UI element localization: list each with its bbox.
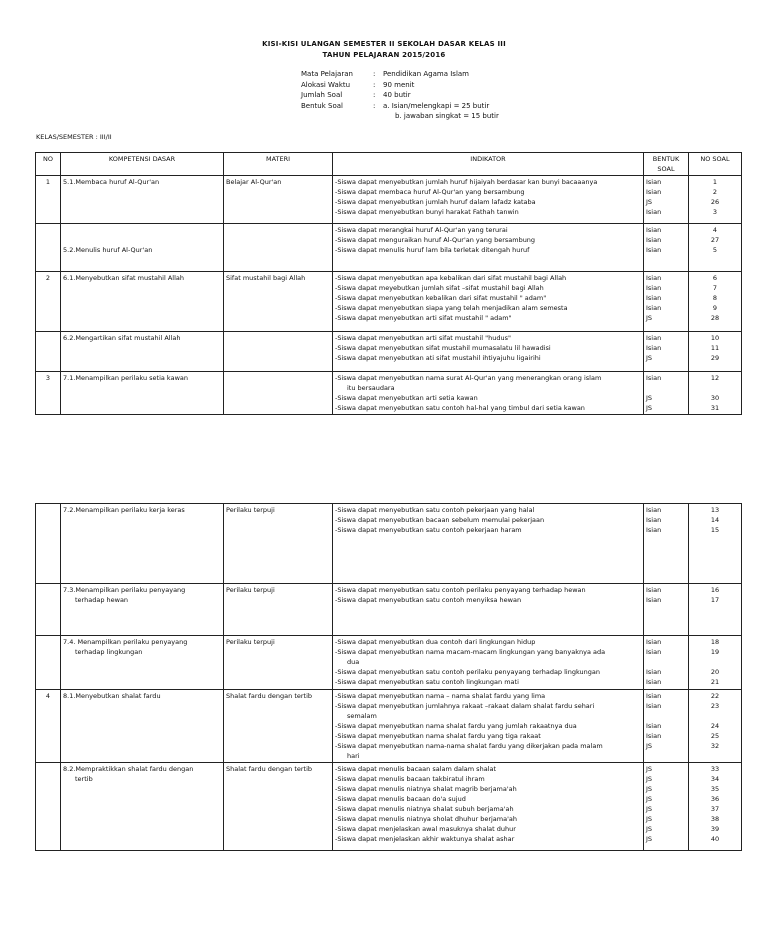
cell-kompetensi [61,636,224,690]
bentuk-soal-value: Isian [646,284,662,292]
no-soal-value: 12 [710,374,720,382]
cell-materi [224,332,333,372]
cell-bentuk-soal [644,372,689,415]
bentuk-soal-value: JS [646,314,653,322]
cell-bentuk-soal [644,636,689,690]
bentuk-soal-value: JS [646,805,653,813]
info-colon: : [373,70,376,78]
cell-no: 2 [36,272,61,332]
no-soal-value: 36 [710,795,720,803]
no-soal-value [691,751,739,761]
bentuk-soal-value: Isian [646,526,662,534]
cell-kompetensi [61,272,224,332]
table-row [36,690,742,763]
no-soal-value: 21 [710,678,720,686]
no-soal-value: 28 [710,314,720,322]
indikator-line: -Siswa dapat menyebutkan bacaan sebelum memulai pekerjaan [335,516,545,524]
cell-materi: Perilaku terpuji [224,636,333,690]
kompetensi-line: 7.1.Menampilkan perilaku setia kawan [63,374,188,382]
cell-kompetensi [61,763,224,851]
col-bentuk-soal: BENTUK SOAL [644,153,689,176]
cell-no: 3 [36,372,61,415]
cell-bentuk-soal [644,584,689,636]
cell-bentuk-soal [644,504,689,584]
cell-no-soal [689,504,742,584]
col-no: NO [36,153,61,176]
indikator-line: dua [347,658,360,666]
table-row [36,176,742,224]
indikator-line: -Siswa dapat menyebutkan ati sifat mustahil ihtiyajuhu ligairihi [335,354,541,362]
indikator-line: -Siswa dapat menulis niatnya shalat magrib berjama'ah [335,785,517,793]
no-soal-value: 29 [710,354,720,362]
info-value: 40 butir [383,91,411,99]
cell-indikator [333,763,644,851]
indikator-line: -Siswa dapat menyebutkan nama-nama shalat fardu yang dikerjakan pada malam [335,742,603,750]
bentuk-soal-value: Isian [646,702,662,710]
cell-no [36,224,61,272]
bentuk-soal-value: Isian [646,334,662,342]
cell-no [36,763,61,851]
no-soal-value: 4 [712,226,718,234]
bentuk-soal-value: Isian [646,344,662,352]
no-soal-value: 35 [710,785,720,793]
info-key: Bentuk Soal [301,101,343,110]
no-soal-value: 3 [712,208,718,216]
no-soal-value: 31 [710,404,720,412]
cell-kompetensi [61,372,224,415]
indikator-line: -Siswa dapat menyebutkan satu contoh perilaku penyayang terhadap hewan [335,586,586,594]
cell-kompetensi [61,584,224,636]
no-soal-value [691,711,739,721]
bentuk-soal-value: Isian [646,178,662,186]
indikator-line: -Siswa dapat meyebutkan jumlah sifat –sifat mustahil bagi Allah [335,284,544,292]
indikator-line: -Siswa dapat menyebutkan arti sifat mustahil "hudus" [335,334,511,342]
no-soal-value: 9 [712,304,718,312]
indikator-line: -Siswa dapat menyebutkan sifat mustahil mumasalatu lil hawadisi [335,344,551,352]
bentuk-soal-value: Isian [646,374,662,382]
bentuk-soal-value: JS [646,795,653,803]
indikator-line: -Siswa dapat menulis bacaan salam dalam shalat [335,765,497,773]
no-soal-value [691,383,739,393]
no-soal-value: 33 [710,765,720,773]
kompetensi-line: 5.1.Membaca huruf Al-Qur'an [63,178,160,186]
document-title: KISI-KISI ULANGAN SEMESTER II SEKOLAH DASAR KELAS III [262,40,506,48]
bentuk-soal-value: Isian [646,586,662,594]
table-row [36,332,742,372]
kompetensi-line: 8.2.Mempraktikkan shalat fardu dengan [63,765,194,773]
bentuk-soal-value: Isian [646,246,662,254]
cell-bentuk-soal [644,224,689,272]
info-colon [373,111,383,122]
info-value: a. Isian/melengkapi = 25 butir [383,101,490,110]
cell-no-soal [689,763,742,851]
grid-table-page2 [35,503,742,851]
cell-no: 4 [36,690,61,763]
bentuk-soal-value [646,657,686,667]
bentuk-soal-value: JS [646,354,653,362]
bentuk-soal-value: Isian [646,638,662,646]
indikator-line: -Siswa dapat membaca huruf Al-Qur'an yang bersambung [335,188,525,196]
bentuk-soal-value: Isian [646,692,662,700]
no-soal-value: 7 [712,284,718,292]
bentuk-soal-value: JS [646,835,653,843]
no-soal-value: 24 [710,722,720,730]
cell-indikator [333,224,644,272]
bentuk-soal-value [646,751,686,761]
cell-no: 1 [36,176,61,224]
no-soal-value: 2 [712,188,718,196]
indikator-line: -Siswa dapat menyebutkan satu contoh pekerjaan haram [335,526,522,534]
bentuk-soal-value: Isian [646,506,662,514]
class-semester: KELAS/SEMESTER : III/II [36,133,112,141]
indikator-line: -Siswa dapat menulis bacaan takbiratul ihram [335,775,485,783]
bentuk-soal-value: Isian [646,236,662,244]
indikator-line: -Siswa dapat menyebutkan arti setia kawan [335,394,478,402]
info-key: Jumlah Soal [301,91,343,99]
cell-no-soal [689,636,742,690]
info-key: Mata Pelajaran [301,70,353,78]
indikator-line: -Siswa dapat menyebutkan siapa yang telah menjadikan alam semesta [335,304,568,312]
table-row [36,504,742,584]
no-soal-value: 10 [710,334,720,342]
indikator-line: -Siswa dapat menyebutkan nama – nama shalat fardu yang lima [335,692,546,700]
info-row [301,69,499,80]
indikator-line: -Siswa dapat menulis niatnya sholat dhuhur berjama'ah [335,815,517,823]
indikator-line: -Siswa dapat menjelaskan awal masuknya shalat duhur [335,825,516,833]
bentuk-soal-value: Isian [646,668,662,676]
cell-indikator [333,332,644,372]
bentuk-soal-value [646,711,686,721]
cell-no-soal [689,332,742,372]
indikator-line: -Siswa dapat menulis bacaan do'a sujud [335,795,466,803]
kompetensi-line: 6.1.Menyebutkan sifat mustahil Allah [63,274,184,282]
table-row [36,224,742,272]
cell-no [36,504,61,584]
indikator-line: -Siswa dapat menyebutkan satu contoh lingkungan mati [335,678,519,686]
cell-bentuk-soal [644,690,689,763]
cell-no-soal [689,272,742,332]
bentuk-soal-value: Isian [646,678,662,686]
col-materi: MATERI [224,153,333,176]
no-soal-value: 15 [710,526,720,534]
kompetensi-line: 5.2.Menulis huruf Al-Qur'an [63,246,153,254]
kompetensi-line: 6.2.Mengartikan sifat mustahil Allah [63,334,181,342]
no-soal-value: 39 [710,825,720,833]
indikator-line: -Siswa dapat menyebutkan nama macam-macam lingkungan yang banyaknya ada [335,648,606,656]
indikator-line: -Siswa dapat menyebutkan satu contoh perilaku penyayang terhadap lingkungan [335,668,601,676]
table-row [36,272,742,332]
cell-materi: Perilaku terpuji [224,504,333,584]
indikator-line: -Siswa dapat menulis huruf lam bila terletak ditengah huruf [335,246,530,254]
cell-no [36,332,61,372]
no-soal-value: 8 [712,294,718,302]
no-soal-value: 16 [710,586,720,594]
bentuk-soal-value: JS [646,825,653,833]
indikator-line: -Siswa dapat menyebutkan satu contoh menyiksa hewan [335,596,522,604]
no-soal-value: 18 [710,638,720,646]
indikator-line: hari [347,752,360,760]
indikator-line: -Siswa dapat menyebutkan jumlahnya rakaat –rakaat dalam shalat fardu sehari [335,702,595,710]
bentuk-soal-value: Isian [646,732,662,740]
bentuk-soal-value: Isian [646,722,662,730]
document-subtitle: TAHUN PELAJARAN 2015/2016 [322,51,446,59]
cell-materi [224,372,333,415]
no-soal-value: 37 [710,805,720,813]
bentuk-soal-value: JS [646,742,653,750]
indikator-line: -Siswa dapat menyebutkan nama shalat fardu yang jumlah rakaatnya dua [335,722,577,730]
indikator-line: -Siswa dapat menyebutkan apa kebalikan dari sifat mustahil bagi Allah [335,274,567,282]
info-key: Alokasi Waktu [301,80,351,89]
no-soal-value: 11 [710,344,720,352]
no-soal-value: 25 [710,732,720,740]
bentuk-soal-value: JS [646,404,653,412]
table-row [36,763,742,851]
cell-materi [224,224,333,272]
info-colon: : [373,80,376,89]
bentuk-soal-value: JS [646,785,653,793]
bentuk-soal-value: JS [646,198,653,206]
cell-materi: Belajar Al-Qur'an [224,176,333,224]
no-soal-value: 27 [710,236,720,244]
cell-no-soal [689,690,742,763]
cell-no [36,636,61,690]
bentuk-soal-value: Isian [646,596,662,604]
no-soal-value: 5 [712,246,718,254]
info-value: Pendidikan Agama Islam [383,70,469,78]
indikator-line: -Siswa dapat menyebutkan jumlah huruf hijaiyah berdasar kan bunyi bacaaanya [335,178,598,186]
indikator-line: -Siswa dapat menyebutkan dua contoh dari lingkungan hidup [335,638,536,646]
indikator-line: -Siswa dapat menyebutkan jumlah huruf dalam lafadz kataba [335,198,536,206]
cell-kompetensi [61,504,224,584]
indikator-line: -Siswa dapat menyebutkan nama surat Al-Qur'an yang menerangkan orang islam [335,374,602,382]
cell-no-soal [689,584,742,636]
cell-indikator [333,176,644,224]
cell-indikator [333,372,644,415]
subject-info [301,69,499,122]
info-row [301,90,499,101]
cell-no-soal [689,176,742,224]
info-row [301,80,499,91]
indikator-line: -Siswa dapat menyebutkan satu contoh pekerjaan yang halal [335,506,535,514]
info-key [301,111,373,122]
cell-no [36,584,61,636]
info-colon: : [373,91,376,99]
cell-indikator [333,690,644,763]
no-soal-value: 17 [710,596,720,604]
bentuk-soal-value: Isian [646,294,662,302]
indikator-line: -Siswa dapat menyebutkan arti sifat mustahil " adam" [335,314,512,322]
bentuk-soal-value: Isian [646,516,662,524]
indikator-line: -Siswa dapat menguraikan huruf Al-Qur'an yang bersambung [335,236,536,244]
cell-materi: Sifat mustahil bagi Allah [224,272,333,332]
indikator-line: -Siswa dapat menjelaskan akhir waktunya shalat ashar [335,835,515,843]
no-soal-value: 38 [710,815,720,823]
table-row [36,636,742,690]
no-soal-value: 22 [710,692,720,700]
kompetensi-line: 7.4. Menampilkan perilaku penyayang [63,638,188,646]
bentuk-soal-value [646,383,686,393]
kompetensi-line: tertib [75,775,93,783]
no-soal-value: 19 [710,648,720,656]
indikator-line: -Siswa dapat menyebutkan satu contoh hal-hal yang timbul dari setia kawan [335,404,585,412]
cell-materi: Shalat fardu dengan tertib [224,690,333,763]
cell-kompetensi [61,176,224,224]
col-indikator: INDIKATOR [333,153,644,176]
indikator-line: -Siswa dapat menulis niatnya shalat subuh berjama'ah [335,805,514,813]
no-soal-value: 13 [710,506,720,514]
no-soal-value: 14 [710,516,720,524]
cell-kompetensi [61,690,224,763]
bentuk-soal-value: JS [646,815,653,823]
table-row [36,584,742,636]
no-soal-value: 23 [710,702,720,710]
cell-bentuk-soal [644,763,689,851]
kompetensi-line [63,235,221,245]
bentuk-soal-value: Isian [646,188,662,196]
bentuk-soal-value: Isian [646,648,662,656]
info-value: b. jawaban singkat = 15 butir [395,112,499,120]
no-soal-value: 1 [712,178,718,186]
no-soal-value: 20 [710,668,720,676]
cell-no-soal [689,224,742,272]
kompetensi-line: 8.1.Menyebutkan shalat fardu [63,692,161,700]
kompetensi-line: terhadap hewan [75,596,129,604]
cell-indikator [333,272,644,332]
indikator-line: -Siswa dapat menyebutkan kebalikan dari sifat mustahil " adam" [335,294,547,302]
cell-indikator [333,584,644,636]
kompetensi-line [63,225,221,235]
no-soal-value: 34 [710,775,720,783]
cell-indikator [333,504,644,584]
indikator-line: itu bersaudara [347,384,395,392]
kompetensi-line: 7.2.Menampilkan perilaku kerja keras [63,506,185,514]
indikator-line: -Siswa dapat menyebutkan nama shalat fardu yang tiga rakaat [335,732,541,740]
kompetensi-line: 7.3.Menampilkan perilaku penyayang [63,586,186,594]
kompetensi-line: terhadap lingkungan [75,648,143,656]
cell-bentuk-soal [644,176,689,224]
bentuk-soal-value: JS [646,765,653,773]
cell-materi: Perilaku terpuji [224,584,333,636]
info-value: 90 menit [383,80,415,89]
cell-bentuk-soal [644,332,689,372]
no-soal-value [691,657,739,667]
no-soal-value: 6 [712,274,718,282]
info-colon: : [373,101,376,110]
bentuk-soal-value: Isian [646,226,662,234]
cell-indikator [333,636,644,690]
table-row [36,372,742,415]
info-row [301,101,499,112]
bentuk-soal-value: Isian [646,304,662,312]
no-soal-value: 26 [710,198,720,206]
cell-bentuk-soal [644,272,689,332]
no-soal-value: 40 [710,835,720,843]
bentuk-soal-value: JS [646,394,653,402]
col-no-soal: NO SOAL [689,153,742,176]
cell-no-soal [689,372,742,415]
col-kompetensi: KOMPETENSI DASAR [61,153,224,176]
cell-kompetensi [61,332,224,372]
grid-table-page1 [35,152,742,415]
info-row [301,111,499,122]
indikator-line: -Siswa dapat merangkai huruf Al-Qur'an yang terurai [335,226,508,234]
bentuk-soal-value: Isian [646,274,662,282]
cell-kompetensi [61,224,224,272]
cell-materi: Shalat fardu dengan tertib [224,763,333,851]
bentuk-soal-value: JS [646,775,653,783]
no-soal-value: 32 [710,742,720,750]
bentuk-soal-value: Isian [646,208,662,216]
indikator-line: semalam [347,712,377,720]
no-soal-value: 30 [710,394,720,402]
indikator-line: -Siswa dapat menyebutkan bunyi harakat Fathah tanwin [335,208,519,216]
